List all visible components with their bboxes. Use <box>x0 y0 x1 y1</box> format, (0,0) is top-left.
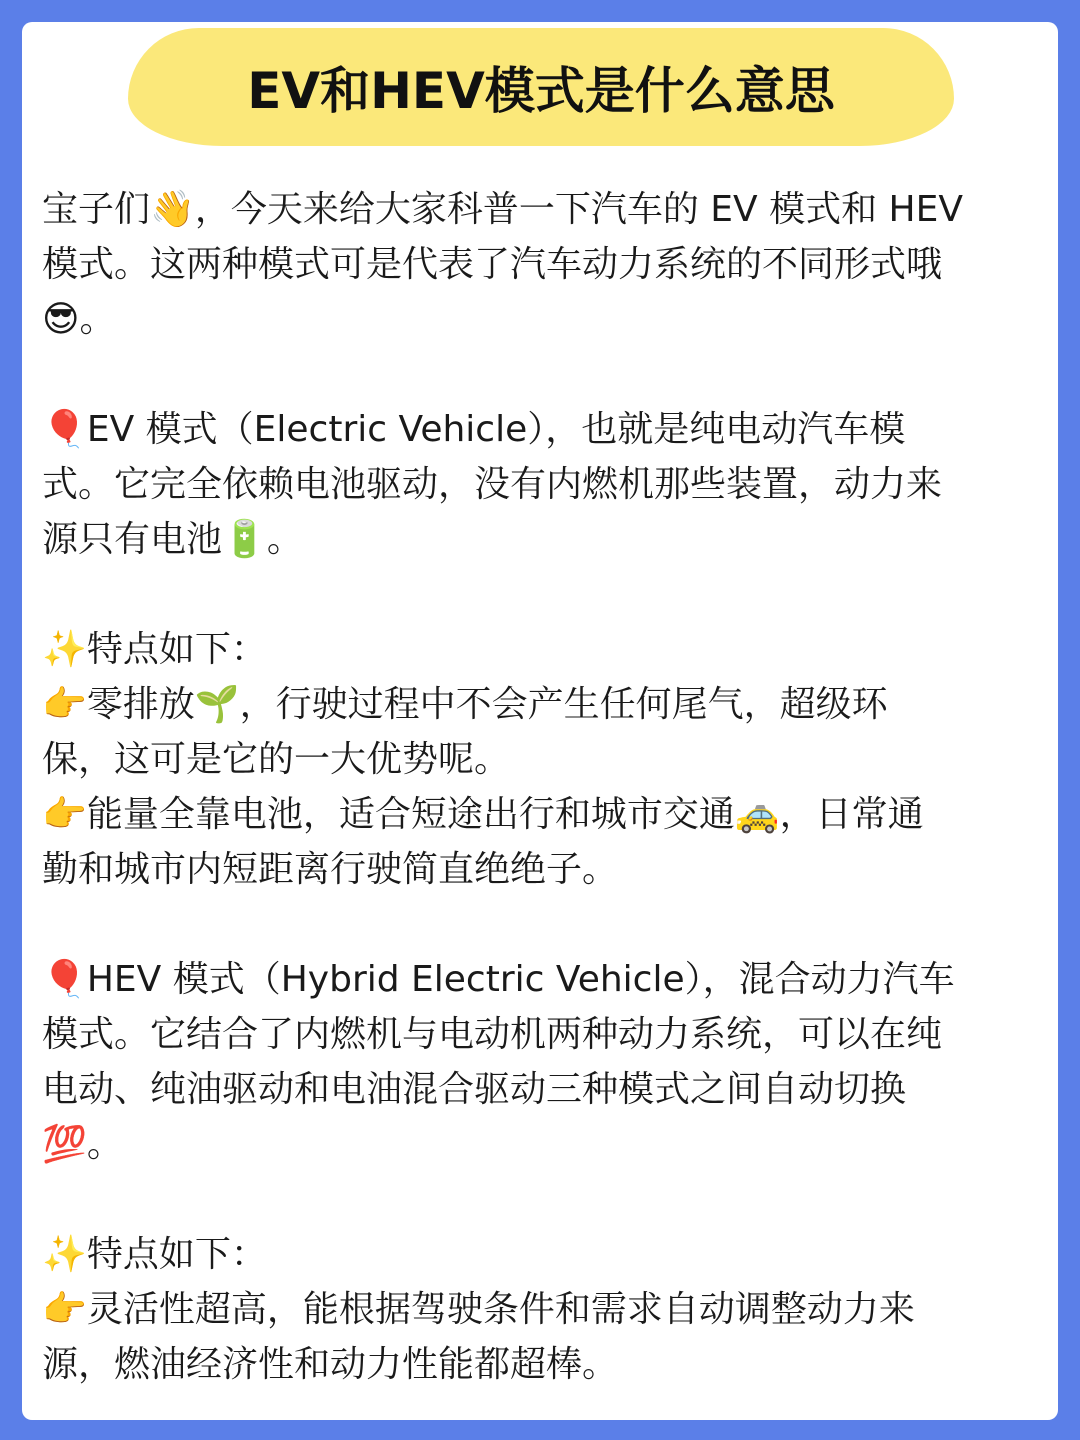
text-line: 勤和城市内短距离行驶简直绝绝子。 <box>42 849 619 890</box>
text-line: ✨特点如下： <box>42 629 267 670</box>
paragraph-ev-features <box>42 622 1032 897</box>
text-line: 👉能量全靠电池，适合短途出行和城市交通🚕，日常通 <box>42 794 924 835</box>
text-line: 🎈HEV 模式（Hybrid Electric Vehicle），混合动力汽车 <box>42 959 955 1000</box>
page-title: EV和HEV模式是什么意思 <box>247 62 835 120</box>
paragraph-hev <box>42 952 1032 1172</box>
text-line: 模式。它结合了内燃机与电动机两种动力系统，可以在纯 <box>42 1014 943 1055</box>
paragraph-intro <box>42 182 1032 347</box>
paragraph-hev-features <box>42 1227 1032 1392</box>
text-line: 👉灵活性超高，能根据驾驶条件和需求自动调整动力来 <box>42 1289 915 1330</box>
content-card <box>22 22 1058 1420</box>
title-banner <box>128 28 954 146</box>
text-line: 式。它完全依赖电池驱动，没有内燃机那些装置，动力来 <box>42 464 943 505</box>
text-line: 💯。 <box>42 1124 123 1165</box>
paragraph-gap <box>42 1172 1032 1227</box>
text-line: 源，燃油经济性和动力性能都超棒。 <box>42 1344 619 1385</box>
text-line: 保，这可是它的一大优势呢。 <box>42 739 511 780</box>
text-line: 🎈EV 模式（Electric Vehicle），也就是纯电动汽车模 <box>42 409 906 450</box>
text-line: 👉零排放🌱，行驶过程中不会产生任何尾气，超级环 <box>42 684 888 725</box>
text-line: ✨特点如下： <box>42 1234 267 1275</box>
text-line: 😎。 <box>42 299 116 340</box>
text-line: 电动、纯油驱动和电油混合驱动三种模式之间自动切换 <box>42 1069 907 1110</box>
paragraph-gap <box>42 347 1032 402</box>
text-line: 源只有电池🔋。 <box>42 519 303 560</box>
text-line: 模式。这两种模式可是代表了汽车动力系统的不同形式哦 <box>42 244 943 285</box>
paragraph-gap <box>42 897 1032 952</box>
article-body <box>42 182 1032 1392</box>
paragraph-ev <box>42 402 1032 567</box>
paragraph-gap <box>42 567 1032 622</box>
text-line: 宝子们👋，今天来给大家科普一下汽车的 EV 模式和 HEV <box>42 189 963 230</box>
